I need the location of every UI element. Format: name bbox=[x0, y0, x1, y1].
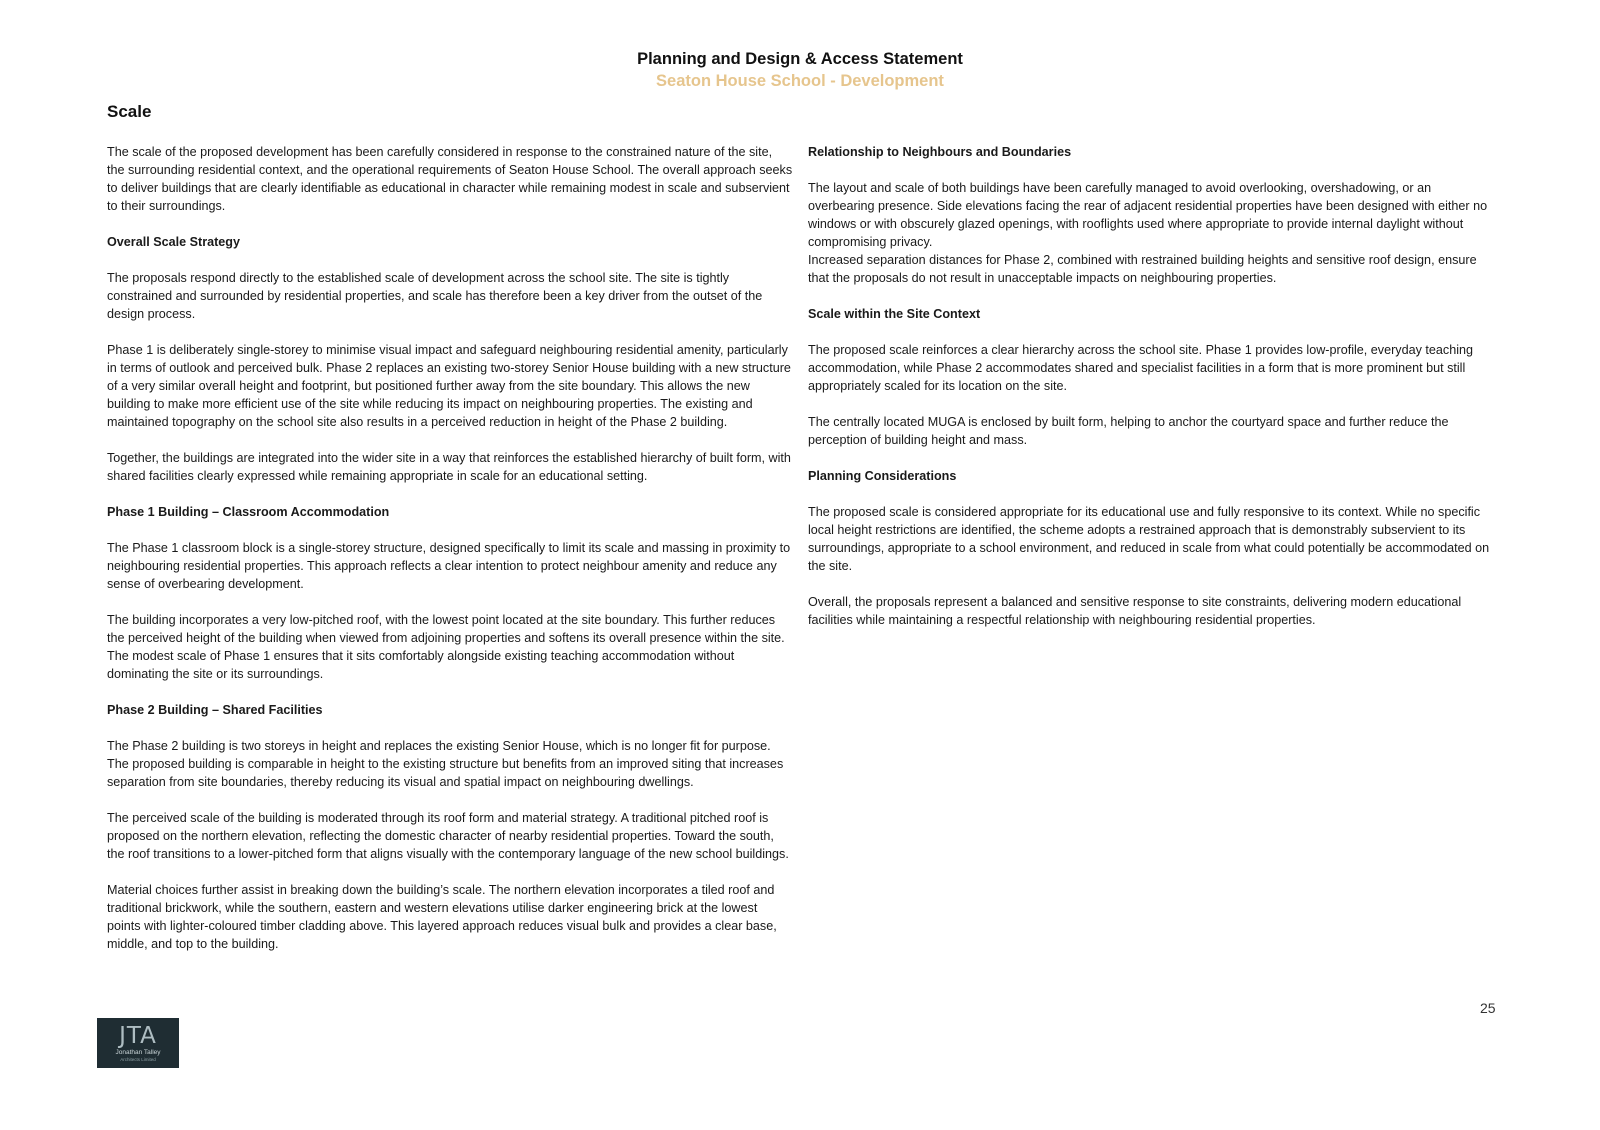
paragraph: The Phase 2 building is two storeys in height and replaces the existing Senior House, which is no longer fit for purpose. The proposed building is comparable in height to the existing structure but benefits from an improved siting that increases separation from site boundaries, thereby reducing its visual and spatial impact on neighbouring dwellings. bbox=[107, 739, 784, 789]
page-number: 25 bbox=[1480, 1000, 1496, 1016]
paragraph: Increased separation distances for Phase 2, combined with restrained building heights and sensitive roof design, ensure that the proposals do not result in unacceptable impacts on neighbouring properties. bbox=[808, 253, 1477, 285]
paragraph: The layout and scale of both buildings have been carefully managed to avoid overlooking, overshadowing, or an overbearing presence. Side elevations facing the rear of adjacent residential properties have been designed with either no windows or with obscurely glazed openings, with rooflights used where appropriate to provide internal daylight without compromising privacy. bbox=[808, 181, 1488, 249]
subheading: Planning Considerations bbox=[808, 469, 957, 483]
document-title: Planning and Design & Access Statement bbox=[637, 50, 963, 68]
paragraph: Overall, the proposals represent a balanced and sensitive response to site constraints, delivering modern educational facilities while maintaining a respectful relationship with neighbouring residential properties. bbox=[808, 595, 1462, 627]
paragraph: The Phase 1 classroom block is a single-storey structure, designed specifically to limit its scale and massing in proximity to neighbouring residential properties. This approach reflects a clear intention to protect neighbour amenity and reduce any sense of overbearing development. bbox=[107, 541, 791, 591]
paragraph: Material choices further assist in breaking down the building’s scale. The northern elevation incorporates a tiled roof and traditional brickwork, while the southern, eastern and western elevations utilise darker engineering brick at the lowest points with lighter-coloured timber cladding above. This layered approach reduces visual bulk and provides a clear base, middle, and top to the building. bbox=[107, 883, 777, 951]
paragraph: The perceived scale of the building is moderated through its roof form and material strategy. A traditional pitched roof is proposed on the northern elevation, reflecting the domestic character of nearby residential properties. Toward the south, the roof transitions to a lower-pitched form that aligns visually with the contemporary language of the new school buildings. bbox=[107, 811, 789, 861]
page-header bbox=[0, 48, 1600, 92]
paragraph: The centrally located MUGA is enclosed by built form, helping to anchor the courtyard space and further reduce the perception of building height and mass. bbox=[808, 415, 1449, 447]
subheading: Phase 1 Building – Classroom Accommodation bbox=[107, 505, 390, 519]
left-column bbox=[107, 143, 793, 971]
logo-subtitle: Architects Limited bbox=[120, 1057, 156, 1062]
paragraph: The proposed scale reinforces a clear hierarchy across the school site. Phase 1 provides low-profile, everyday teaching accommodation, while Phase 2 accommodates shared and specialist facilities in a form that is more prominent but still appropriately scaled for its location on the site. bbox=[808, 343, 1474, 393]
subheading: Relationship to Neighbours and Boundaries bbox=[808, 145, 1072, 159]
document-subtitle: Seaton House School - Development bbox=[656, 72, 944, 90]
subheading: Scale within the Site Context bbox=[808, 307, 981, 321]
paragraph: The proposals respond directly to the established scale of development across the school site. The site is tightly constrained and surrounded by residential properties, and scale has therefore been a key driver from the outset of the design process. bbox=[107, 271, 763, 321]
jta-logo-icon bbox=[97, 1018, 179, 1068]
subheading: Overall Scale Strategy bbox=[107, 235, 241, 249]
subheading: Phase 2 Building – Shared Facilities bbox=[107, 703, 323, 717]
paragraph: Phase 1 is deliberately single-storey to minimise visual impact and safeguard neighbouring residential amenity, particularly in terms of outlook and perceived bulk. Phase 2 replaces an existing two-storey Senior House building with a new structure of a very similar overall height and footprint, but positioned further away from the site boundary. This allows the new building to make more efficient use of the site while reducing its impact on neighbouring properties. The existing and maintained topography on the school site also results in a perceived reduction in height of the Phase 2 building. bbox=[107, 343, 791, 429]
paragraph: The scale of the proposed development has been carefully considered in response to the constrained nature of the site, the surrounding residential context, and the operational requirements of Seaton House School. The overall approach seeks to deliver buildings that are clearly identifiable as educational in character while remaining modest in scale and subservient to their surroundings. bbox=[107, 145, 793, 213]
section-title: Scale bbox=[107, 102, 152, 121]
right-column bbox=[808, 143, 1498, 647]
logo-mark: JTA bbox=[119, 1023, 157, 1049]
logo-name: Jonathan Talley bbox=[115, 1049, 161, 1056]
paragraph: The proposed scale is considered appropriate for its educational use and fully responsive to its context. While no specific local height restrictions are identified, the scheme adopts a restrained approach that is demonstrably subservient to its surroundings, appropriate to a school environment, and reduced in scale from what could potentially be accommodated on the site. bbox=[808, 505, 1490, 573]
paragraph: The building incorporates a very low-pitched roof, with the lowest point located at the site boundary. This further reduces the perceived height of the building when viewed from adjoining properties and softens its overall presence within the site. The modest scale of Phase 1 ensures that it sits comfortably alongside existing teaching accommodation without dominating the site or its surroundings. bbox=[107, 613, 785, 681]
paragraph: Together, the buildings are integrated into the wider site in a way that reinforces the established hierarchy of built form, with shared facilities clearly expressed while remaining appropriate in scale for an educational setting. bbox=[107, 451, 791, 483]
